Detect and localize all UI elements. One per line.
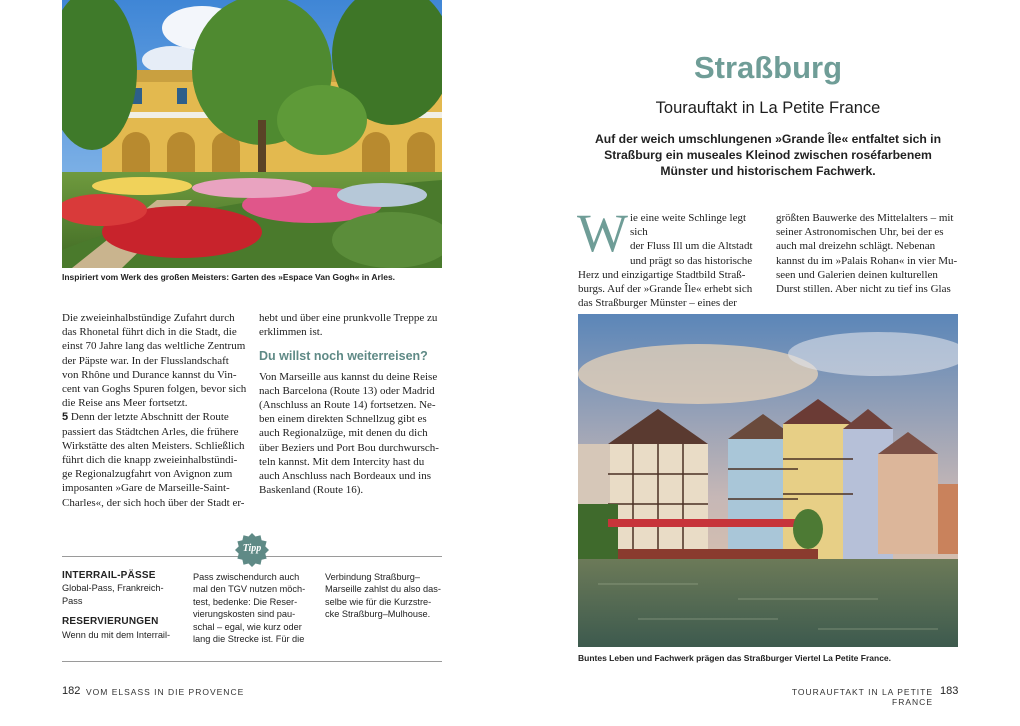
text-line: cent van Goghs Spuren folgen, bevor sich [62,383,247,396]
text-line: der Fluss Ill um die Altstadt [629,240,753,253]
text-line: und prägt so das historische [629,254,753,267]
page-number-right: 183 [940,685,959,697]
text-line: kannst du im »Palais Rohan« in vier Mu- [776,254,958,267]
text-line: Wenn du mit dem Interrail- [62,629,171,640]
text-line: führt dich die knapp zweieinhalbstündi- [62,454,238,467]
text-line: das Straßburger Münster – eines der [578,297,737,310]
text-line: Denn der letzte Abschnitt der Route [70,411,229,424]
text-line: Auf der weich umschlungenen »Grande Île« entfaltet sich in [594,132,942,146]
text-line: größten Bauwerke des Mittelalters – mit [776,212,954,224]
tip-heading-reservations: RESERVIERUNGEN [62,616,159,628]
text-line: auch Anschluss nach Bordeaux und ins [259,470,431,483]
text-line: lang die Strecke ist. Für die [193,634,305,645]
text-line: ben einem direkten Schnellzug gibt es [259,413,427,426]
tip-column-1 [62,570,182,641]
text-line: die Reise ans Meer fortsetzt. [62,397,188,410]
page-subtitle: Tourauftakt in La Petite France [655,99,881,117]
text-line: schal – egal, wie kurz oder [193,621,302,632]
text-line: ge Regionalzugfahrt von Avignon zum [62,468,233,481]
text-line: einst 70 Jahre lang das weltliche Zentrum [62,340,246,353]
text-line: imposanten »Gare de Marseille-Saint- [62,482,230,495]
text-line: seiner Astronomischen Uhr, bei der es [776,226,944,239]
text-line: Herz und einzigartige Stadtbild Straß- [578,268,746,281]
right-body-column-1 [577,203,763,310]
text-line: auch mal dreizehn schlägt. Nebenan [776,240,936,253]
text-line: Global-Pass, Frankreich- [62,583,164,594]
text-line: Durst stillen. Aber nicht zu tief ins Glas [776,283,951,296]
petite-france-caption: Buntes Leben und Fachwerk prägen das Straßburger Viertel La Petite France. [578,653,892,663]
text-line: seen und Galerien deinen kulturellen [776,268,938,281]
text-line: burgs. Auf der »Grande Île« erhebt sich [578,283,753,296]
text-line: Charles«, der sich hoch über der Stadt er- [62,496,245,509]
text-line: passiert das Städtchen Arles, die frühere [62,425,239,438]
text-line: auch Regionalzüge, mit denen du dich [259,427,428,440]
tip-heading-interrail: INTERRAIL-PÄSSE [62,570,156,581]
text-line: nach Barcelona (Route 13) oder Madrid [259,384,435,397]
text-line: Pass zwischendurch auch [193,572,300,582]
text-line: Von Marseille aus kannst du deine Reise [259,370,438,383]
tip-column-2 [193,571,313,645]
drop-cap: W [577,203,628,263]
section-subheading: Du willst noch weiterreisen? [259,349,428,364]
text-line: erklimmen ist. [259,326,323,339]
garden-photo-icon [62,0,442,268]
text-line: Baskenland (Route 16). [259,484,364,497]
text-line: Verbindung Straßburg– [325,572,421,582]
text-line: cke Straßburg–Mulhouse. [325,609,431,620]
left-body-column-1 [62,311,247,510]
text-line: Die zweieinhalbstündige Zufahrt durch [62,312,235,324]
text-line: mal den TGV nutzen möch- [193,584,306,595]
text-line: vierungskosten sind pau- [193,609,296,620]
petite-france-photo-icon [578,314,958,647]
garden-photo [62,0,442,268]
tip-bottom-rule [62,661,442,662]
text-line: das Rhonetal führt dich in die Stadt, die [62,326,237,339]
tip-column-3 [325,571,447,621]
route-step-number: 5 [62,411,69,424]
text-line: (Anschluss an Route 14) fortsetzen. Ne- [259,399,436,412]
text-line: test, bedenke: Die Reser- [193,596,298,607]
tip-badge-label: Tipp [242,543,262,554]
text-line: hebt und über eine prunkvolle Treppe zu [259,312,438,324]
intro-paragraph [578,131,958,179]
text-line: Pass [62,595,83,606]
text-line: teln kannst. Mit dem Intercity hast du [259,455,425,468]
text-line: über Beziers und Port Bou durchwursch- [259,441,439,454]
text-line: Marseille zahlst du also das- [325,584,441,595]
text-line: von Rhône und Durance kannst du Vin- [62,368,237,381]
running-head-right: TOURAUFTAKT IN LA PETITE FRANCE [791,687,933,707]
text-line: Straßburg ein museales Kleinod zwischen roséfarbenem [604,148,932,162]
text-line: der Päpste war. In der Flusslandschaft [62,354,229,367]
page-title: Straßburg [693,50,843,85]
right-body-column-2 [776,211,961,296]
text-line: ie eine weite Schlinge legt sich [629,212,747,239]
tip-badge [235,533,269,567]
page-number-left: 182 [62,685,81,697]
garden-photo-caption: Inspiriert vom Werk des großen Meisters: Garten des »Espace Van Gogh« in Arles. [62,272,396,282]
text-line: selbe wie für die Kurzstre- [325,596,432,607]
text-line: Wirkstätte des alten Meisters. Schließlich [62,439,245,452]
text-line: Münster und historischem Fachwerk. [660,164,876,178]
petite-france-photo [578,314,958,647]
left-body-column-2 [259,311,444,497]
running-head-left: VOM ELSASS IN DIE PROVENCE [86,687,245,697]
